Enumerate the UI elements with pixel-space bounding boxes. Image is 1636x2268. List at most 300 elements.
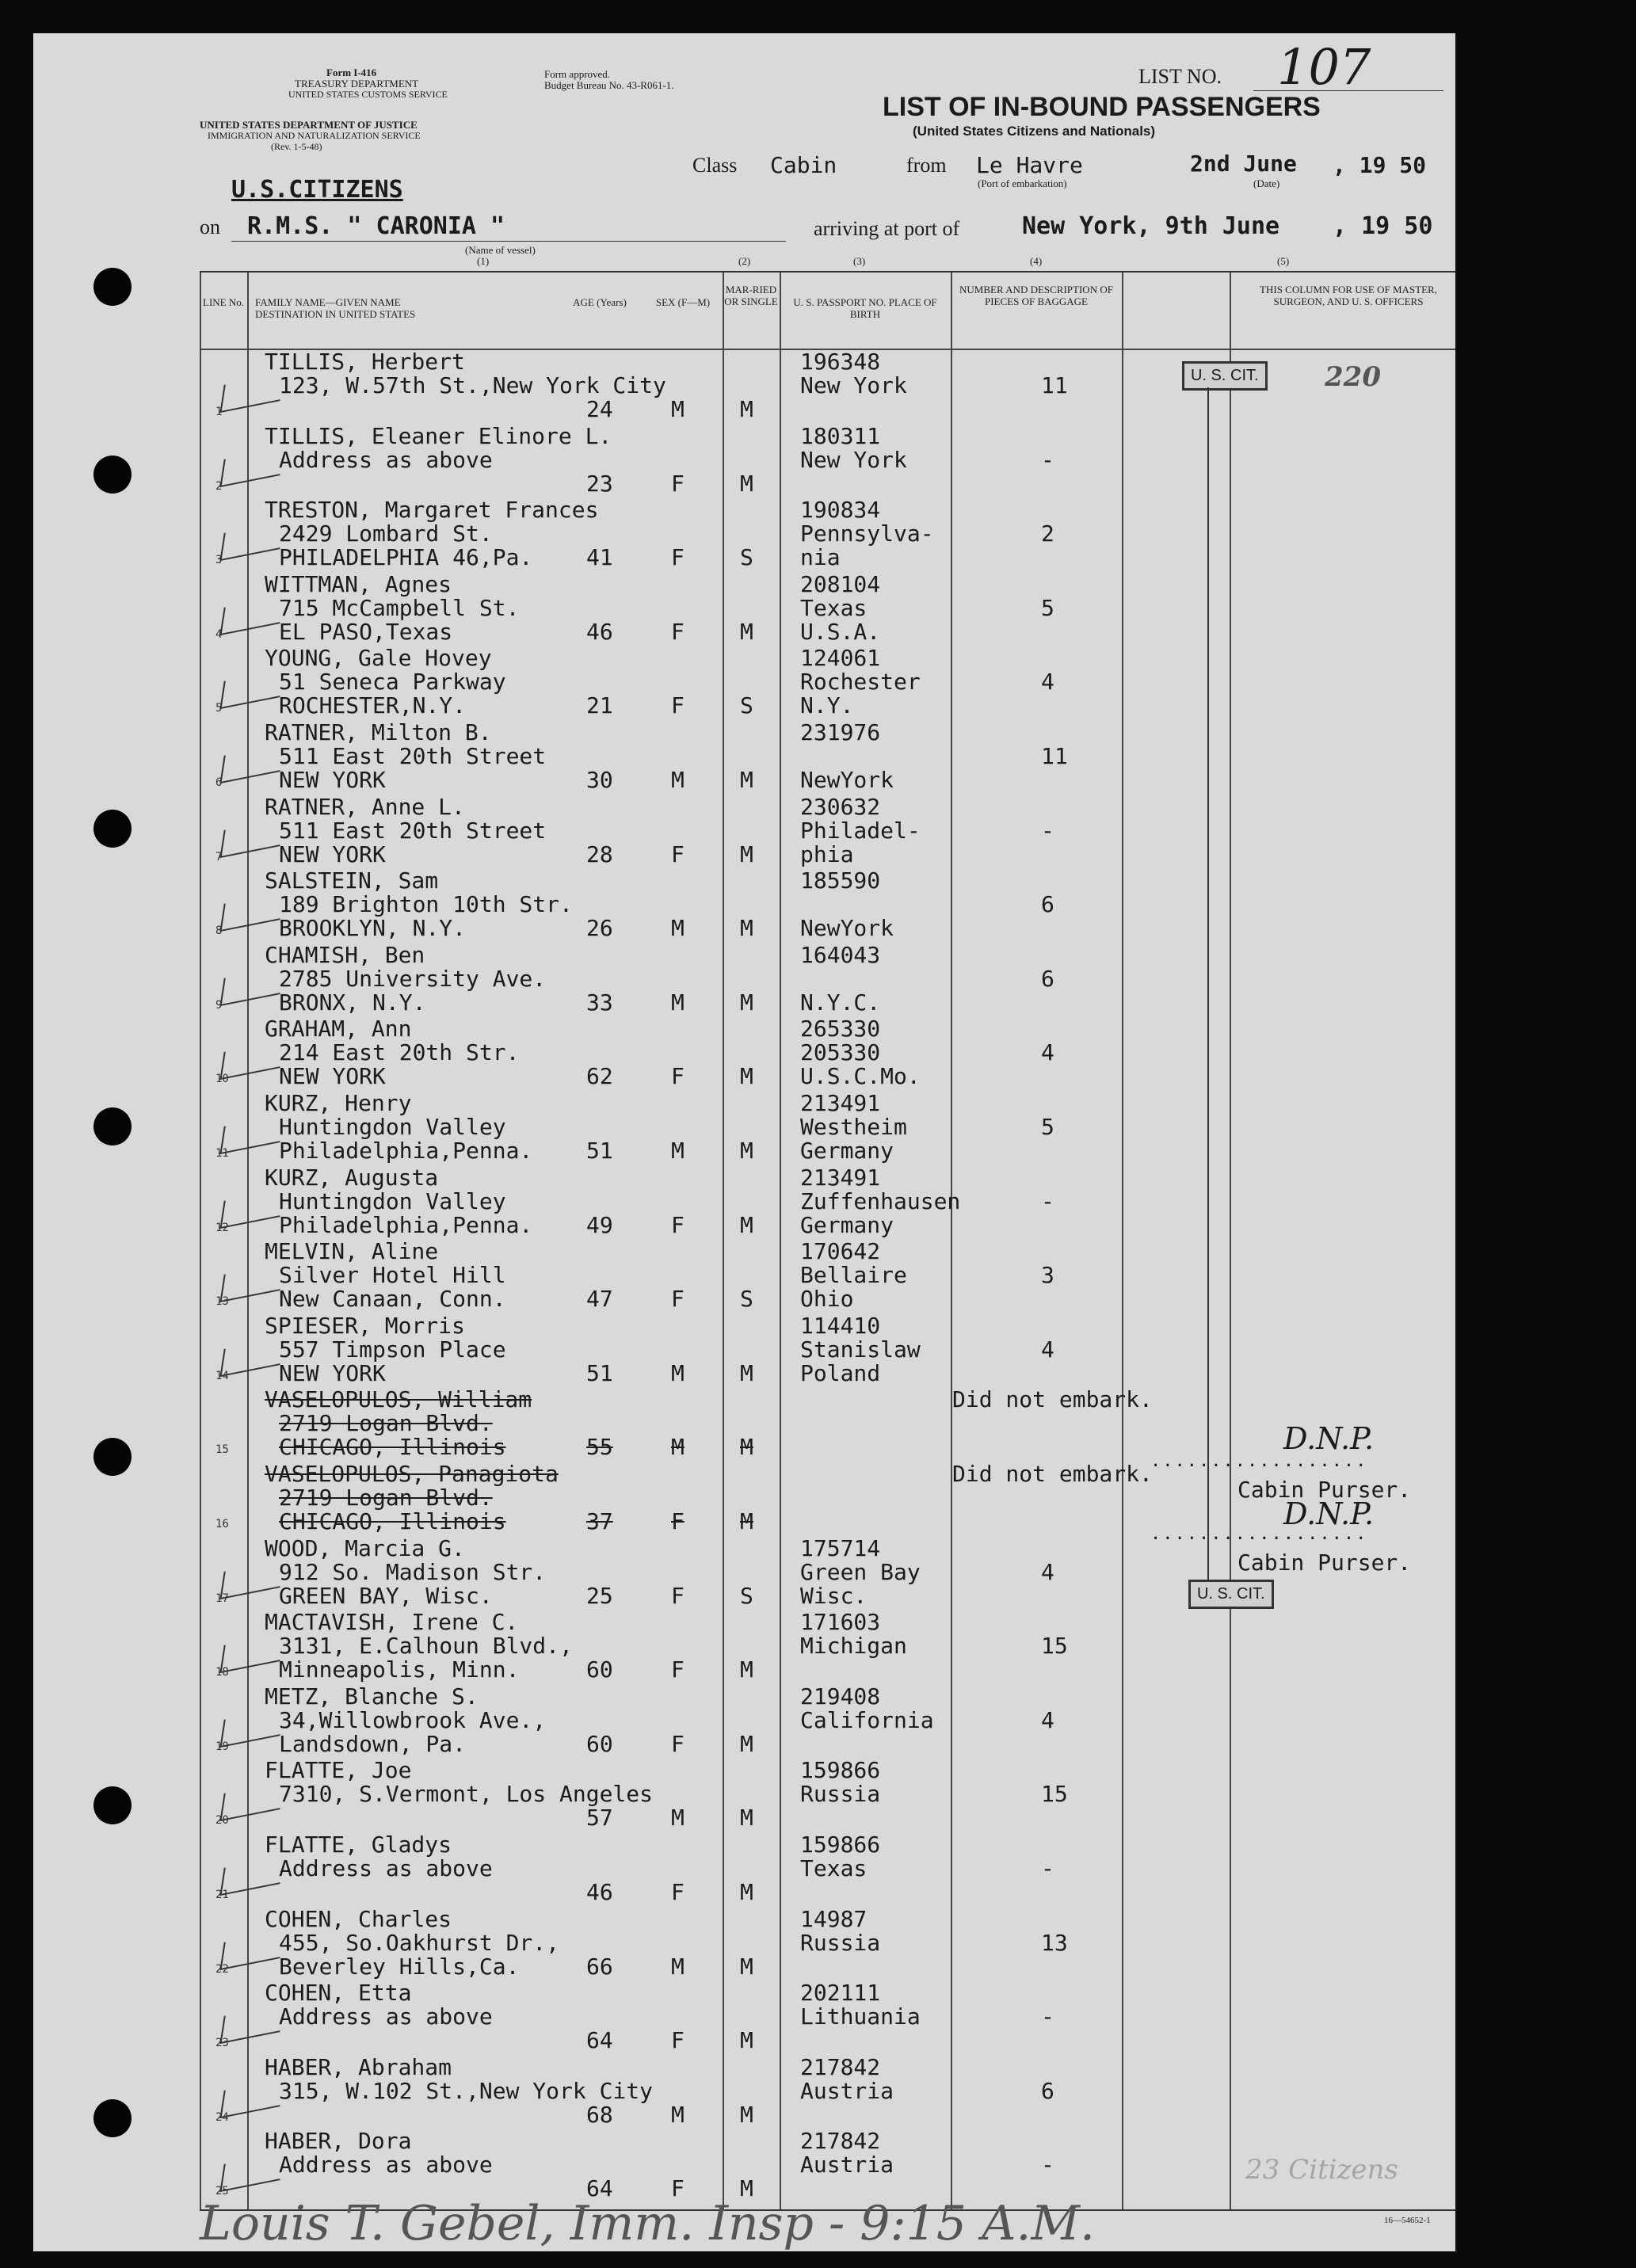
inspector-signature: Louis T. Gebel, Imm. Insp - 9:15 A.M.	[200, 2196, 1096, 2251]
passport-number: 124061	[800, 645, 881, 672]
passenger-address: 557 Timpson Place	[279, 1336, 506, 1363]
baggage-count: 13	[1041, 1929, 1068, 1956]
birthplace: Stanislaw	[800, 1336, 921, 1363]
table-row	[200, 1757, 1455, 1832]
marital-status: M	[740, 1063, 753, 1090]
birthplace: Bellaire	[800, 1262, 907, 1289]
passenger-age: 21	[586, 692, 613, 719]
passenger-age: 64	[586, 2175, 613, 2202]
passenger-name: WOOD, Marcia G.	[265, 1534, 465, 1561]
dept-ins: IMMIGRATION AND NATURALIZATION SERVICE	[208, 130, 421, 141]
birthplace: Texas	[800, 1855, 868, 1881]
marital-status: M	[740, 2101, 753, 2128]
col-name-header: FAMILY NAME—GIVEN NAME DESTINATION IN UNITED STATES	[255, 296, 416, 320]
passenger-address: 2719 Logan Blvd.	[279, 1485, 493, 1511]
col-sex-header: SEX (F—M)	[655, 296, 711, 308]
line-number: 20	[215, 1814, 229, 1828]
checkmark-icon	[219, 966, 284, 1006]
list-number: 107	[1277, 38, 1371, 96]
line-number: 15	[215, 1443, 229, 1457]
passenger-age: 24	[586, 396, 613, 422]
marital-status: M	[740, 1730, 753, 1757]
passenger-address: Address as above	[279, 2152, 493, 2178]
marital-status: M	[740, 470, 753, 497]
passport-number: 14987	[800, 1905, 868, 1932]
passport-number: 159866	[800, 1757, 881, 1784]
baggage-count: 4	[1041, 1039, 1054, 1066]
line-number: 22	[215, 1962, 229, 1976]
line-number: 1	[215, 406, 223, 418]
passenger-address: Huntingdon Valley	[279, 1114, 506, 1140]
checkmark-icon	[219, 1115, 284, 1154]
passenger-sex: F	[671, 1582, 685, 1609]
passenger-age: 68	[586, 2101, 613, 2128]
passenger-sex: M	[671, 1138, 685, 1164]
line-number: 13	[215, 1295, 229, 1309]
line-number: 3	[215, 554, 223, 567]
line-number: 24	[215, 2110, 229, 2124]
passenger-age: 51	[586, 1359, 613, 1386]
date-caption: (Date)	[1253, 177, 1280, 189]
passenger-city: BROOKLYN, N.Y.	[279, 915, 467, 942]
baggage-count: -	[1041, 446, 1054, 473]
birthplace: Russia	[800, 1781, 881, 1808]
table-row	[200, 1906, 1455, 1980]
passenger-name: WITTMAN, Agnes	[265, 570, 452, 597]
birthplace-cont: Germany	[800, 1138, 894, 1164]
form-title: LIST OF IN-BOUND PASSENGERS	[883, 92, 1321, 122]
line-number: 5	[215, 702, 223, 715]
dnp-note-1: D.N.P.	[1283, 1421, 1375, 1456]
col-baggage-header: NUMBER AND DESCRIPTION OF PIECES OF BAGGAGE	[959, 284, 1113, 307]
line-number: 11	[215, 1147, 229, 1160]
table-row	[200, 571, 1455, 646]
passport-number: 217842	[800, 2128, 881, 2155]
col1-number: (1)	[477, 255, 490, 267]
bracket-line	[1207, 387, 1209, 1580]
checkmark-icon	[219, 1337, 284, 1377]
checkmark-icon	[219, 892, 284, 932]
table-row	[200, 794, 1455, 868]
passenger-city: Landsdown, Pa.	[279, 1730, 467, 1757]
checkmark-icon	[219, 669, 284, 709]
birthplace-cont: N.Y.	[800, 692, 854, 719]
arrival-port-date: New York, 9th June	[1022, 212, 1280, 240]
passenger-address: 3131, E.Calhoun Blvd.,	[279, 1633, 573, 1660]
birthplace: California	[800, 1706, 934, 1733]
passenger-address: 455, So.Oakhurst Dr.,	[279, 1929, 560, 1956]
marital-status: M	[740, 840, 753, 867]
passenger-sex: F	[671, 1286, 685, 1313]
checkmark-icon	[219, 1633, 284, 1673]
list-no-label: LIST NO.	[1138, 65, 1222, 88]
checkmark-icon	[219, 1263, 284, 1302]
marital-status: S	[740, 544, 753, 571]
line-number: 8	[215, 924, 223, 938]
passenger-sex: M	[671, 396, 685, 422]
passenger-sex: M	[671, 1805, 685, 1832]
passport-number: 202111	[800, 1980, 881, 2007]
passenger-address: 34,Willowbrook Ave.,	[279, 1706, 547, 1733]
passenger-age: 23	[586, 470, 613, 497]
birthplace: New York	[800, 446, 907, 473]
baggage-count: 4	[1041, 1336, 1054, 1363]
baggage-count: 15	[1041, 1781, 1068, 1808]
passenger-address: Address as above	[279, 1855, 493, 1881]
passport-number: 213491	[800, 1164, 881, 1191]
checkmark-icon	[219, 1931, 284, 1970]
citizens-count-note: 23 Citizens	[1245, 2154, 1398, 2186]
line-number: 7	[215, 850, 223, 863]
passenger-city: ROCHESTER,N.Y.	[279, 692, 467, 719]
passenger-address: 511 East 20th Street	[279, 743, 547, 769]
passenger-name: FLATTE, Gladys	[265, 1832, 452, 1858]
marital-status: M	[740, 1656, 753, 1683]
table-row	[200, 1238, 1455, 1313]
passenger-sex: F	[671, 470, 685, 497]
baggage-count: 11	[1041, 743, 1068, 769]
dept-customs: UNITED STATES CUSTOMS SERVICE	[288, 89, 448, 100]
passenger-age: 25	[586, 1582, 613, 1609]
passenger-address: Address as above	[279, 2003, 493, 2030]
line-number: 16	[215, 1518, 229, 1530]
passenger-name: COHEN, Etta	[265, 1980, 412, 2007]
marital-status: M	[740, 396, 753, 422]
col-line-header: LINE No.	[203, 296, 244, 308]
passenger-sex: F	[671, 544, 685, 571]
col-married-header: MAR-RIED OR SINGLE	[724, 284, 778, 307]
departure-date: 2nd June	[1190, 151, 1297, 177]
marital-status: M	[740, 1211, 753, 1238]
form-approved: Form approved.	[544, 68, 611, 80]
passenger-city: NEW YORK	[279, 1359, 386, 1386]
punch-hole	[93, 810, 132, 848]
birthplace: 205330	[800, 1039, 881, 1066]
passenger-sex: M	[671, 915, 685, 942]
punch-hole	[93, 1107, 132, 1145]
table-row	[200, 645, 1455, 719]
marital-status: M	[740, 915, 753, 942]
passenger-sex: F	[671, 1508, 685, 1534]
table-row	[200, 1164, 1455, 1239]
form-subtitle: (United States Citizens and Nationals)	[913, 124, 1156, 139]
passenger-city: NEW YORK	[279, 840, 386, 867]
baggage-count: 5	[1041, 1114, 1054, 1140]
birthplace-cont: Wisc.	[800, 1582, 868, 1609]
passenger-age: 28	[586, 840, 613, 867]
checkmark-icon	[219, 1782, 284, 1821]
baggage-count: 4	[1041, 669, 1054, 696]
table-row	[200, 1386, 1455, 1461]
punch-hole	[93, 1786, 132, 1824]
passenger-name: MELVIN, Aline	[265, 1238, 439, 1265]
punch-hole	[93, 1438, 132, 1476]
passenger-name: TRESTON, Margaret Frances	[265, 497, 599, 524]
passenger-name: GRAHAM, Ann	[265, 1016, 412, 1043]
marital-status: M	[740, 1138, 753, 1164]
port-caption: (Port of embarkation)	[978, 177, 1067, 189]
passenger-address: 189 Brighton 10th Str.	[279, 891, 573, 918]
passenger-name: CHAMISH, Ben	[265, 941, 425, 968]
birthplace: Michigan	[800, 1633, 907, 1660]
passenger-city: PHILADELPHIA 46,Pa.	[279, 544, 533, 571]
passenger-name: HABER, Dora	[265, 2128, 412, 2155]
baggage-count: 6	[1041, 965, 1054, 992]
table-row	[200, 1832, 1455, 1906]
passenger-name: METZ, Blanche S.	[265, 1683, 479, 1710]
passenger-sex: M	[671, 1359, 685, 1386]
table-row	[200, 1683, 1455, 1758]
passenger-age: 55	[586, 1434, 613, 1461]
birthplace: Rochester	[800, 669, 921, 696]
birthplace: Pennsylva-	[800, 520, 934, 547]
passenger-address: 912 So. Madison Str.	[279, 1558, 547, 1585]
passenger-address: 511 East 20th Street	[279, 817, 547, 844]
passenger-city: NEW YORK	[279, 767, 386, 793]
baggage-count: 2	[1041, 520, 1054, 547]
passport-number: 175714	[800, 1534, 881, 1561]
passenger-age: 64	[586, 2027, 613, 2054]
line-number: 4	[215, 627, 223, 641]
birthplace-cont: Poland	[800, 1359, 881, 1386]
passenger-address: 7310, S.Vermont, Los Angeles	[279, 1781, 654, 1808]
birthplace-cont: NewYork	[800, 767, 894, 793]
checkmark-icon	[219, 1560, 284, 1599]
marital-status: M	[740, 767, 753, 793]
birthplace-cont: Ohio	[800, 1286, 854, 1313]
passenger-sex: F	[671, 1656, 685, 1683]
dnp-note-2: D.N.P.	[1283, 1496, 1375, 1531]
passport-number: 230632	[800, 793, 881, 820]
passport-number: 114410	[800, 1312, 881, 1339]
list-no-line	[1253, 90, 1443, 91]
passenger-address: 2719 Logan Blvd.	[279, 1410, 493, 1437]
passenger-address: 51 Seneca Parkway	[279, 669, 506, 696]
birthplace: Russia	[800, 1929, 881, 1956]
col4-number: (4)	[1030, 255, 1043, 267]
passenger-city: CHICAGO, Illinois	[279, 1434, 506, 1461]
form-number: Form I-416	[326, 67, 377, 78]
passenger-city: New Canaan, Conn.	[279, 1286, 506, 1313]
birthplace: Austria	[800, 2077, 894, 2104]
baggage-count: 6	[1041, 891, 1054, 918]
table-row	[200, 1609, 1455, 1683]
passenger-sex: M	[671, 2101, 685, 2128]
passenger-age: 33	[586, 989, 613, 1016]
passport-number: 180311	[800, 422, 881, 449]
marital-status: M	[740, 1953, 753, 1980]
line-number: 14	[215, 1369, 229, 1382]
marital-status: M	[740, 2175, 753, 2202]
vessel-caption: (Name of vessel)	[465, 244, 536, 256]
passenger-age: 62	[586, 1063, 613, 1090]
passenger-address: 715 McCampbell St.	[279, 594, 520, 621]
line-number: 17	[215, 1591, 229, 1605]
col5-number: (5)	[1277, 255, 1290, 267]
revision: (Rev. 1-5-48)	[271, 141, 322, 152]
passenger-address: Silver Hotel Hill	[279, 1262, 506, 1289]
baggage-count: 6	[1041, 2077, 1054, 2104]
birthplace: New York	[800, 372, 907, 398]
col-officers-header: THIS COLUMN FOR USE OF MASTER, SURGEON, AND U. S. OFFICERS	[1260, 284, 1437, 307]
col-age-header: AGE (Years)	[573, 296, 627, 308]
from-label: from	[906, 154, 947, 177]
checkmark-icon	[219, 2079, 284, 2118]
passenger-address: 315, W.102 St.,New York City	[279, 2077, 654, 2104]
birthplace-cont: U.S.C.Mo.	[800, 1063, 921, 1090]
passenger-name: SALSTEIN, Sam	[265, 867, 439, 894]
passenger-city: GREEN BAY, Wisc.	[279, 1582, 493, 1609]
passport-number: 170642	[800, 1238, 881, 1265]
birthplace-cont: N.Y.C.	[800, 989, 881, 1016]
citizen-stamp-total: 220	[1325, 361, 1381, 393]
passenger-sex: F	[671, 1879, 685, 1905]
marital-status: M	[740, 1508, 753, 1534]
passenger-table	[200, 271, 1455, 2211]
passport-number: 265330	[800, 1016, 881, 1043]
line-number: 6	[215, 776, 223, 789]
baggage-count: 11	[1041, 372, 1068, 398]
birthplace-cont: nia	[800, 544, 841, 571]
marital-status: M	[740, 1359, 753, 1386]
line-number: 25	[215, 2185, 229, 2198]
table-row	[200, 2054, 1455, 2129]
baggage-count: -	[1041, 1187, 1054, 1214]
us-citizen-stamp: U. S. CIT.	[1182, 361, 1268, 391]
passenger-age: 26	[586, 915, 613, 942]
vessel-line	[231, 241, 786, 242]
passenger-sex: F	[671, 2027, 685, 2054]
passenger-address: 123, W.57th St.,New York City	[279, 372, 666, 398]
table-row	[200, 867, 1455, 942]
passenger-city: Philadelphia,Penna.	[279, 1211, 533, 1238]
table-row	[200, 942, 1455, 1016]
line-number: 18	[215, 1666, 229, 1679]
checkmark-icon	[219, 448, 284, 487]
citizens-heading: U.S.CITIZENS	[231, 176, 403, 204]
passenger-name: COHEN, Charles	[265, 1905, 452, 1932]
marital-status: S	[740, 1582, 753, 1609]
birthplace-cont: Germany	[800, 1211, 894, 1238]
passenger-sex: F	[671, 618, 685, 645]
class-label: Class	[692, 154, 738, 177]
passenger-age: 57	[586, 1805, 613, 1832]
passenger-sex: M	[671, 767, 685, 793]
line-number: 12	[215, 1221, 229, 1234]
passenger-name: SPIESER, Morris	[265, 1312, 465, 1339]
class-value: Cabin	[770, 152, 837, 178]
birthplace: Westheim	[800, 1114, 907, 1140]
passenger-name: FLATTE, Joe	[265, 1757, 412, 1784]
passport-number: 217842	[800, 2053, 881, 2080]
embark-port: Le Havre	[976, 152, 1083, 178]
table-row	[200, 423, 1455, 497]
checkmark-icon	[219, 1856, 284, 1896]
dept-justice: UNITED STATES DEPARTMENT OF JUSTICE	[200, 119, 418, 131]
passenger-name: HABER, Abraham	[265, 2053, 452, 2080]
passenger-sex: F	[671, 1211, 685, 1238]
table-row	[200, 1980, 1455, 2054]
dnp-dots-2: ..................	[1150, 1524, 1368, 1544]
passport-number: 159866	[800, 1832, 881, 1858]
passport-number: 219408	[800, 1683, 881, 1710]
line-number: 2	[215, 479, 223, 493]
baggage-count: Did not embark.	[952, 1461, 1153, 1487]
birthplace: Philadel-	[800, 817, 921, 844]
passenger-name: RATNER, Milton B.	[265, 719, 492, 745]
passenger-city: NEW YORK	[279, 1063, 386, 1090]
passenger-address: 2785 University Ave.	[279, 965, 547, 992]
year-2: , 19 50	[1333, 212, 1433, 240]
passenger-sex: F	[671, 1730, 685, 1757]
passport-number: 213491	[800, 1090, 881, 1116]
cabin-purser-1: Cabin Purser.	[1237, 1477, 1412, 1503]
passenger-age: 41	[586, 544, 613, 571]
punch-hole	[93, 268, 132, 306]
checkmark-icon	[219, 521, 284, 561]
passenger-sex: M	[671, 1434, 685, 1461]
baggage-count: -	[1041, 2152, 1054, 2178]
passport-number: 196348	[800, 349, 881, 375]
table-row	[200, 1313, 1455, 1387]
table-row	[200, 1090, 1455, 1164]
baggage-count: 3	[1041, 1262, 1054, 1289]
marital-status: S	[740, 692, 753, 719]
checkmark-icon	[219, 373, 284, 413]
passenger-age: 47	[586, 1286, 613, 1313]
checkmark-icon	[219, 596, 284, 635]
table-row	[200, 497, 1455, 571]
us-citizen-stamp-2: U. S. CIT.	[1188, 1580, 1274, 1609]
marital-status: M	[740, 1434, 753, 1461]
passenger-name: MACTAVISH, Irene C.	[265, 1609, 519, 1636]
baggage-count: -	[1041, 1855, 1054, 1881]
passenger-city: BRONX, N.Y.	[279, 989, 426, 1016]
baggage-count: 4	[1041, 1558, 1054, 1585]
baggage-count: 5	[1041, 594, 1054, 621]
baggage-count: 15	[1041, 1633, 1068, 1660]
marital-status: M	[740, 1805, 753, 1832]
marital-status: M	[740, 618, 753, 645]
passport-number: 185590	[800, 867, 881, 894]
checkmark-icon	[219, 1040, 284, 1080]
birthplace: Green Bay	[800, 1558, 921, 1585]
dnp-dots-1: ..................	[1150, 1451, 1368, 1471]
passport-number: 208104	[800, 570, 881, 597]
passenger-age: 60	[586, 1656, 613, 1683]
arriving-label: arriving at port of	[814, 217, 960, 240]
passenger-city: Philadelphia,Penna.	[279, 1138, 533, 1164]
line-number: 19	[215, 1740, 229, 1753]
passenger-name: TILLIS, Herbert	[265, 349, 465, 375]
passenger-sex: F	[671, 1063, 685, 1090]
baggage-count: -	[1041, 817, 1054, 844]
year-1: , 19 50	[1333, 152, 1427, 178]
vessel-name: R.M.S. " CARONIA "	[247, 212, 505, 240]
passenger-age: 30	[586, 767, 613, 793]
passenger-name: TILLIS, Eleaner Elinore L.	[265, 422, 612, 449]
checkmark-icon	[219, 2004, 284, 2044]
budget-bureau: Budget Bureau No. 43-R061-1.	[544, 79, 674, 91]
passenger-name: YOUNG, Gale Hovey	[265, 645, 492, 672]
passport-number: 231976	[800, 719, 881, 745]
marital-status: S	[740, 1286, 753, 1313]
birthplace-cont: U.S.A.	[800, 618, 881, 645]
marital-status: M	[740, 2027, 753, 2054]
on-label: on	[200, 215, 220, 238]
punch-hole	[93, 2099, 132, 2137]
passenger-name: KURZ, Henry	[265, 1090, 412, 1116]
